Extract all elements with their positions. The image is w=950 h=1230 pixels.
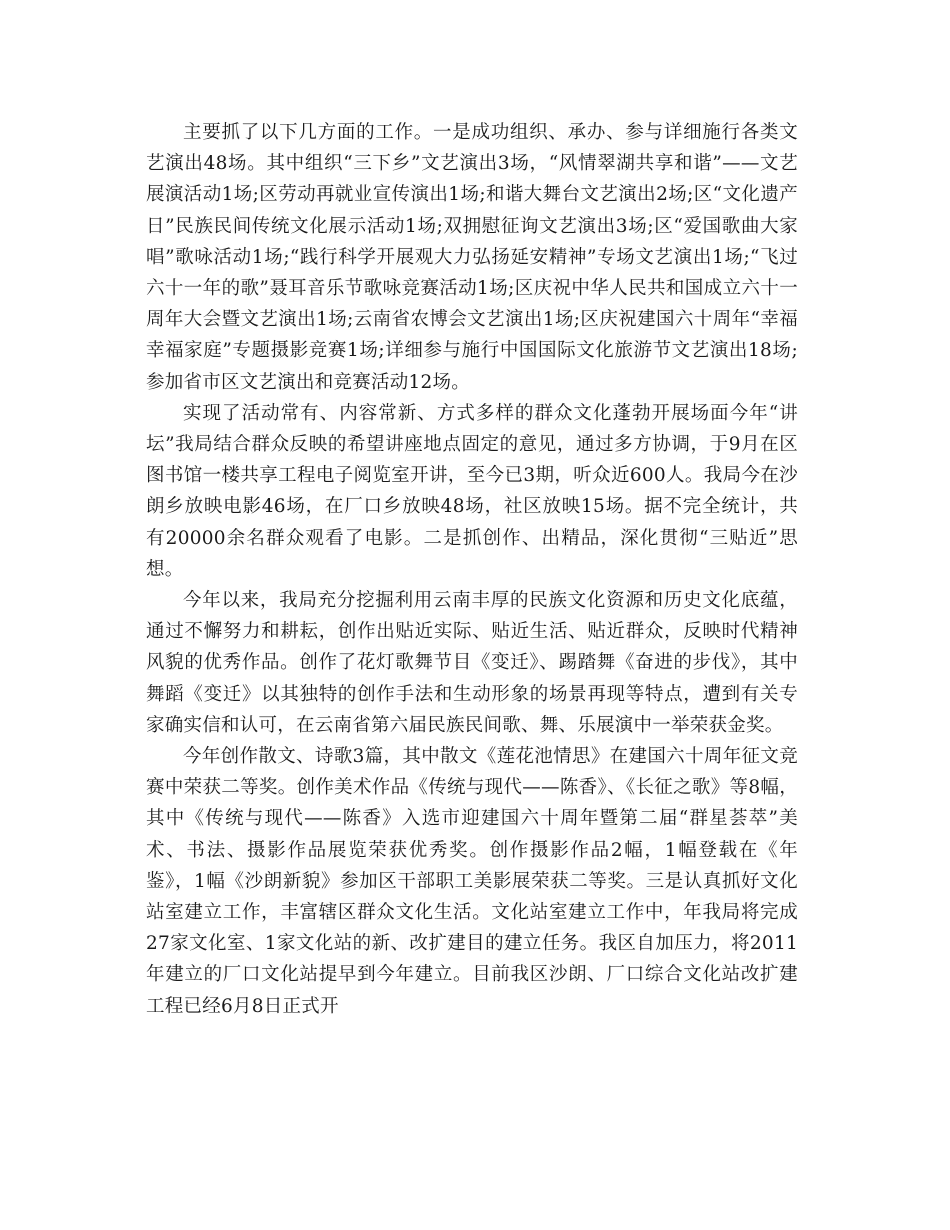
paragraph-1: 主要抓了以下几方面的工作。一是成功组织、承办、参与详细施行各类文艺演出48场。其中组织“三下乡”文艺演出3场，“风情翠湖共享和谐”——文艺展演活动1场;区劳动再就业宣传演出1场;和谐大舞台文艺演出2场;区“文化遗产日”民族民间传统文化展示活动1场;双拥慰征询文艺演出3场;区“爱国歌曲大家唱”歌咏活动1场;“践行科学开展观大力弘扬延安精神”专场文艺演出1场;“飞过六十一年的歌”聂耳音乐节歌咏竞赛活动1场;区庆祝中华人民共和国成立六十一周年大会暨文艺演出1场;云南省农博会文艺演出1场;区庆祝建国六十周年“幸福幸福家庭”专题摄影竞赛1场;详细参与施行中国国际文化旅游节文艺演出18场;参加省市区文艺演出和竞赛活动12场。 (146, 122, 798, 393)
paragraph-2: 实现了活动常有、内容常新、方式多样的群众文化蓬勃开展场面今年“讲坛”我局结合群众反映的希望讲座地点固定的意见，通过多方协调，于9月在区图书馆一楼共享工程电子阅览室开讲，至今已3期，听众近600人。我局今在沙朗乡放映电影46场，在厂口乡放映48场，社区放映15场。据不完全统计，共有20000余名群众观看了电影。二是抓创作、出精品，深化贯彻“三贴近”思想。 (146, 402, 798, 580)
paragraph-4: 今年创作散文、诗歌3篇，其中散文《莲花池情思》在建国六十周年征文竞赛中荣获二等奖。创作美术作品《传统与现代——陈香》、《长征之歌》等8幅，其中《传统与现代——陈香》入选市迎建国六十周年暨第二届“群星荟萃”美术、书法、摄影作品展览荣获优秀奖。创作摄影作品2幅，1幅登载在《年鉴》，1幅《沙朗新貌》参加区干部职工美影展荣获二等奖。三是认真抓好文化站室建立工作，丰富辖区群众文化生活。文化站室建立工作中，年我局将完成27家文化室、1家文化站的新、改扩建目的建立任务。我区自加压力，将2011年建立的厂口文化站提早到今年建立。目前我区沙朗、厂口综合文化站改扩建工程已经6月8日正式开 (146, 746, 798, 1017)
paragraph-3: 今年以来，我局充分挖掘利用云南丰厚的民族文化资源和历史文化底蕴，通过不懈努力和耕耘，创作出贴近实际、贴近生活、贴近群众，反映时代精神风貌的优秀作品。创作了花灯歌舞节目《变迁》、踢踏舞《奋进的步伐》，其中舞蹈《变迁》以其独特的创作手法和生动形象的场景再现等特点，遭到有关专家确实信和认可，在云南省第六届民族民间歌、舞、乐展演中一举荣获金奖。 (146, 590, 798, 736)
document-page (146, 117, 798, 1022)
